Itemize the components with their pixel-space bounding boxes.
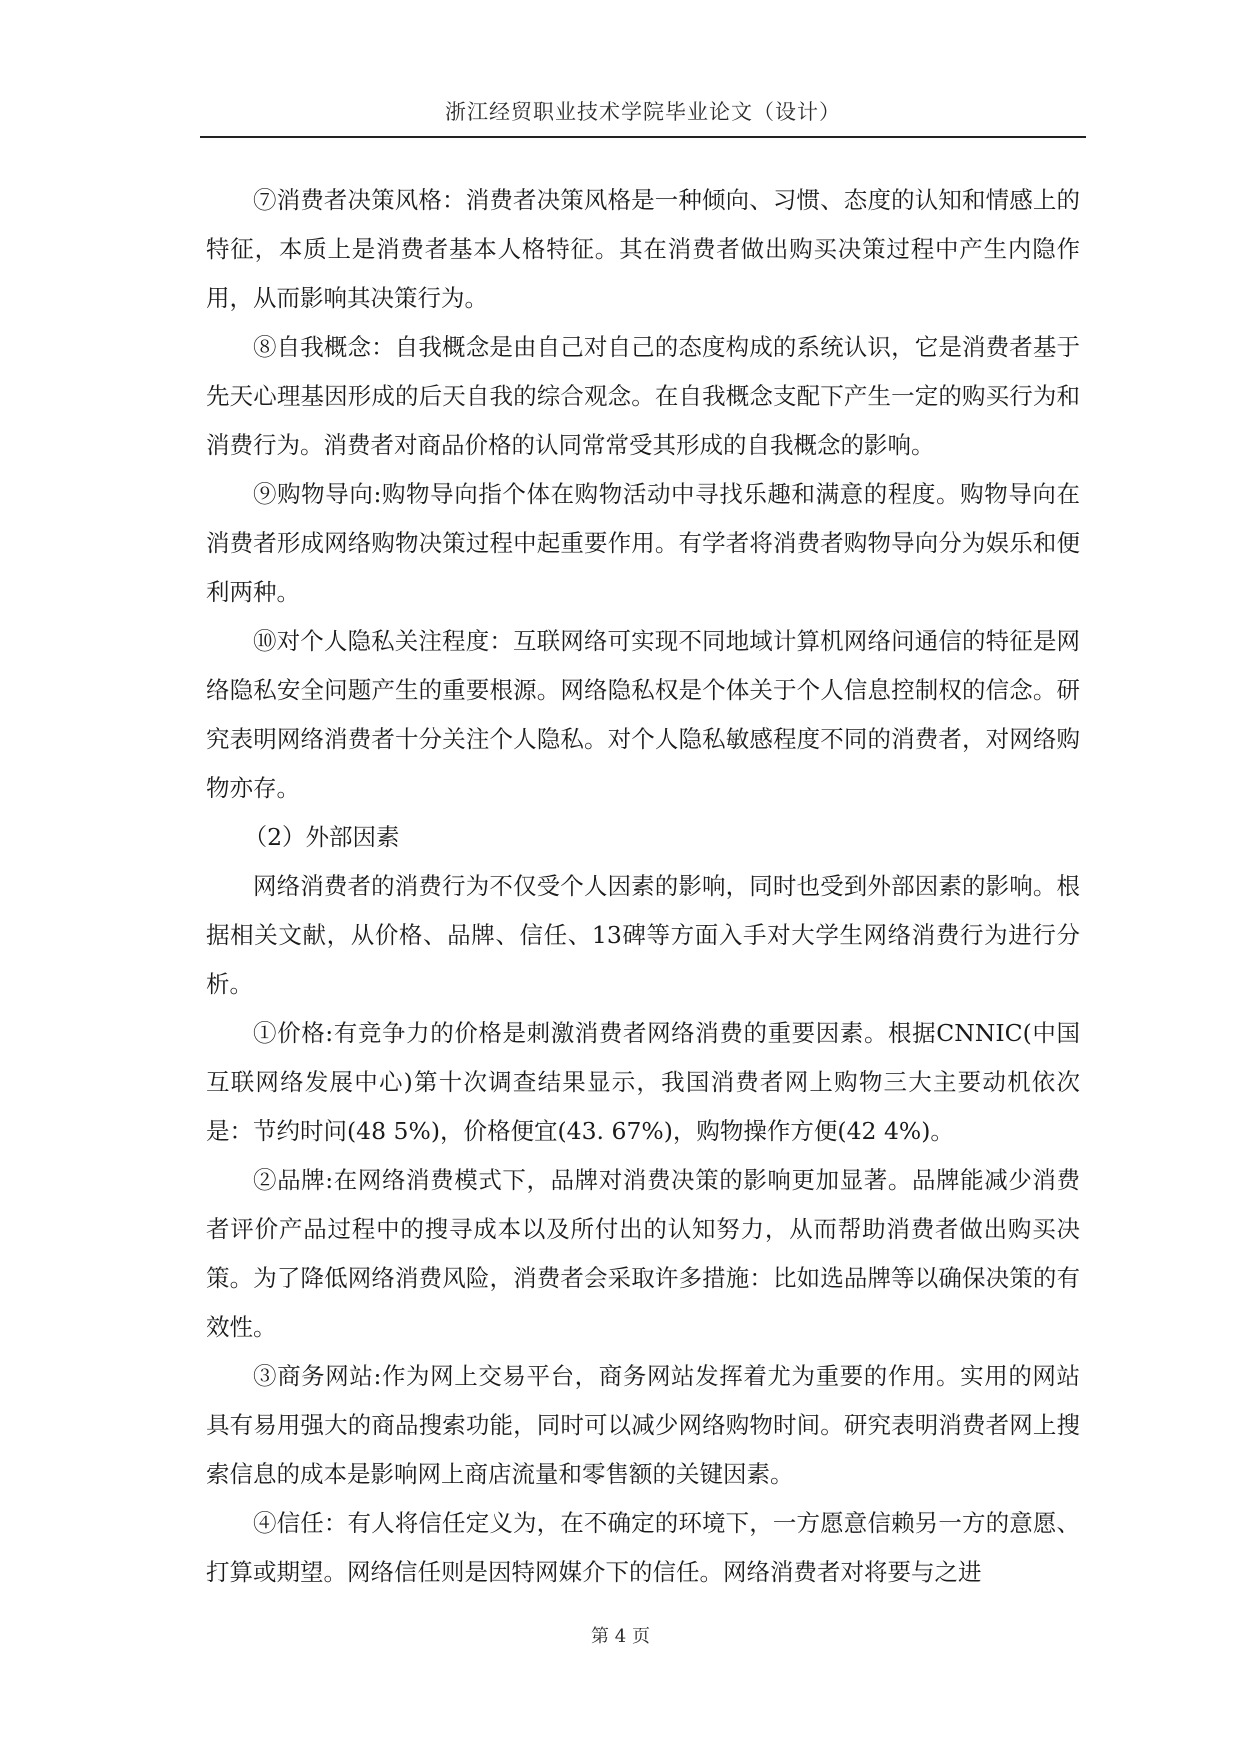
paragraph-trust: ④信任：有人将信任定义为，在不确定的环境下，一方愿意信赖另一方的意愿、打算或期望。网络信任则是因特网媒介下的信任。网络消费者对将要与之进	[206, 1509, 1080, 1586]
page-number: 第 4 页	[591, 1626, 650, 1647]
document-body	[206, 176, 1080, 1597]
paragraph-external-intro: 网络消费者的消费行为不仅受个人因素的影响，同时也受到外部因素的影响。根据相关文献，从价格、品牌、信任、13碑等方面入手对大学生网络消费行为进行分析。	[206, 872, 1080, 998]
paragraph-price: ①价格:有竞争力的价格是刺激消费者网络消费的重要因素。根据CNNIC(中国互联网络发展中心)第十次调查结果显示，我国消费者网上购物三大主要动机依次是：节约时问(48 5%)，价格便宜(43. 67%)，购物操作方便(42 4%)。	[206, 1019, 1080, 1145]
header-divider	[200, 136, 1086, 138]
paragraph-brand: ②品牌:在网络消费模式下，品牌对消费决策的影响更加显著。品牌能减少消费者评价产品过程中的搜寻成本以及所付出的认知努力，从而帮助消费者做出购买决策。为了降低网络消费风险，消费者会采取许多措施：比如选品牌等以确保决策的有效性。	[206, 1166, 1080, 1341]
paragraph-privacy-concern: ⑩对个人隐私关注程度：互联网络可实现不同地域计算机网络问通信的特征是网络隐私安全问题产生的重要根源。网络隐私权是个体关于个人信息控制权的信念。研究表明网络消费者十分关注个人隐私。对个人隐私敏感程度不同的消费者，对网络购物亦存。	[206, 627, 1080, 802]
paragraph-self-concept: ⑧自我概念：自我概念是由自己对自己的态度构成的系统认识，它是消费者基于先天心理基因形成的后天自我的综合观念。在自我概念支配下产生一定的购买行为和消费行为。消费者对商品价格的认同常常受其形成的自我概念的影响。	[206, 333, 1080, 459]
paragraph-decision-style: ⑦消费者决策风格：消费者决策风格是一种倾向、习惯、态度的认知和情感上的特征，本质上是消费者基本人格特征。其在消费者做出购买决策过程中产生内隐作用，从而影响其决策行为。	[206, 186, 1080, 312]
paragraph-shopping-orientation: ⑨购物导向:购物导向指个体在购物活动中寻找乐趣和满意的程度。购物导向在消费者形成网络购物决策过程中起重要作用。有学者将消费者购物导向分为娱乐和便利两种。	[206, 480, 1080, 606]
section-subheading: （2）外部因素	[243, 823, 400, 851]
paragraph-commerce-site: ③商务网站:作为网上交易平台，商务网站发挥着尤为重要的作用。实用的网站具有易用强大的商品搜索功能，同时可以减少网络购物时间。研究表明消费者网上搜索信息的成本是影响网上商店流量和零售额的关键因素。	[206, 1362, 1080, 1488]
page-header-title: 浙江经贸职业技术学院毕业论文（设计）	[445, 100, 841, 124]
